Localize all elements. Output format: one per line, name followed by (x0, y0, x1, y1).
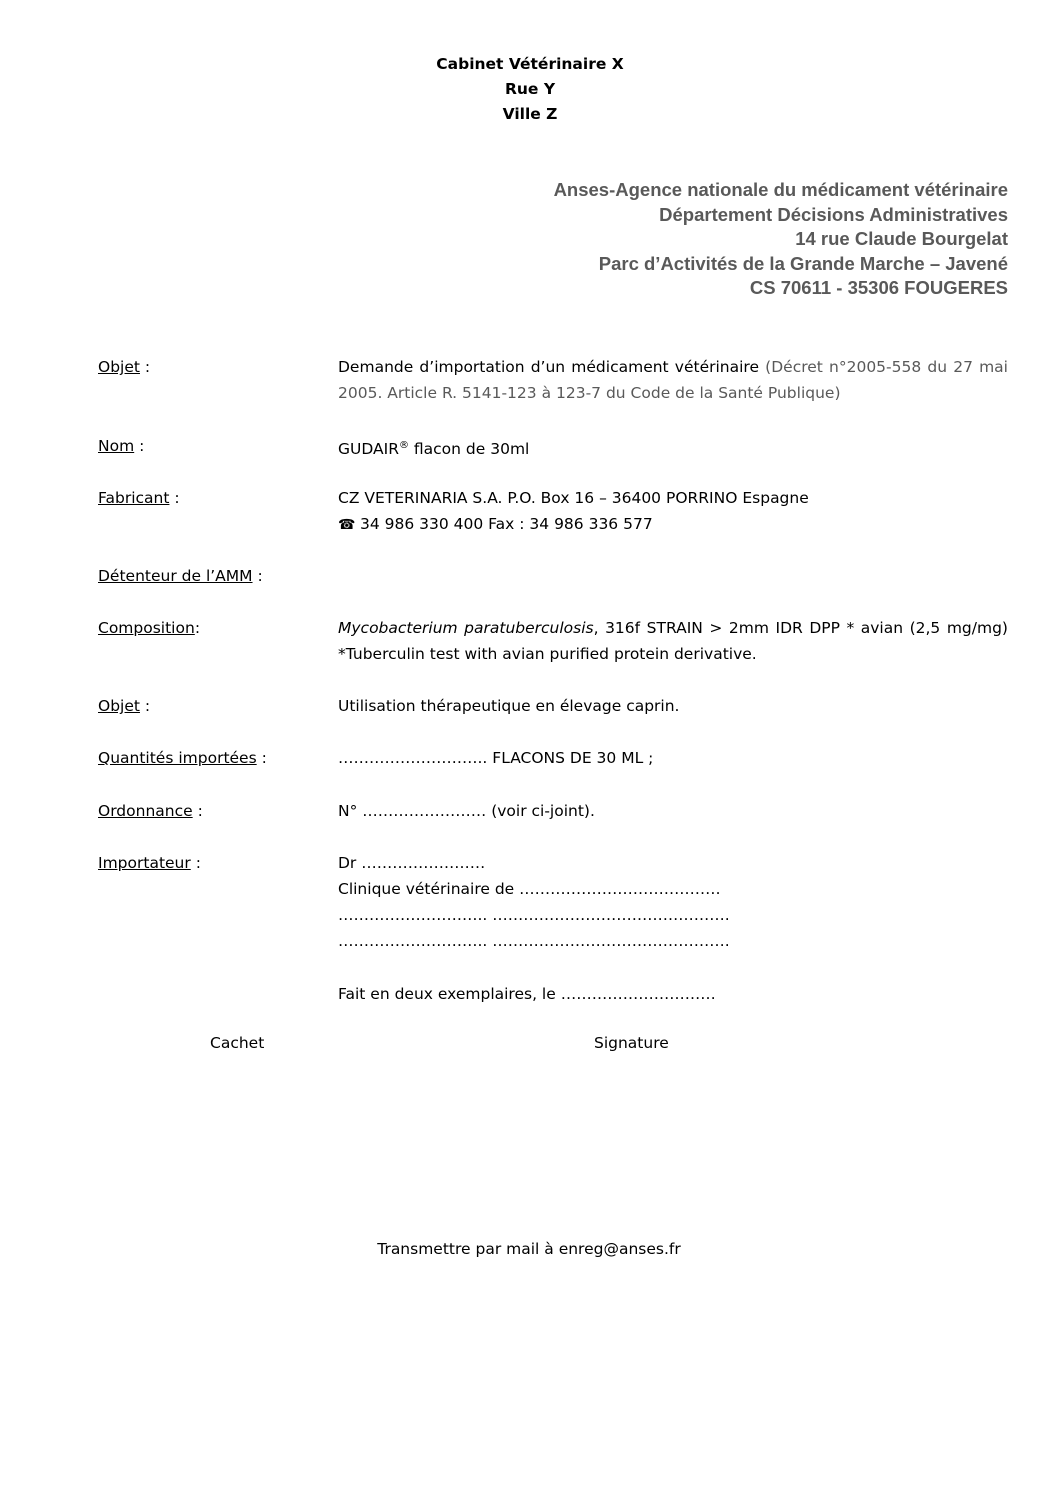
objet2-value: Utilisation thérapeutique en élevage caprin. (338, 697, 680, 715)
objet-value-ref: (Décret n°2005-558 du 27 mai 2005. Article R. 5141-123 à 123-7 du Code de la Santé Publique) (338, 358, 1008, 402)
recipient-line-1: Anses-Agence nationale du médicament vétérinaire (553, 179, 1008, 200)
cachet-label: Cachet (210, 1034, 265, 1052)
composition-label: Composition (98, 619, 195, 637)
ordonnance-label-suffix: : (192, 802, 203, 820)
recipient-block (554, 178, 1008, 301)
objet-label: Objet (98, 358, 140, 376)
objet2-label-suffix: : (139, 697, 151, 715)
ordonnance-value: N° …………………… (voir ci-joint). (338, 802, 595, 820)
footer-note: Transmettre par mail à enreg@anses.fr (377, 1240, 681, 1258)
importateur-label-group (98, 850, 201, 876)
nom-product: GUDAIR (338, 440, 399, 459)
nom-label: Nom (98, 437, 135, 455)
nom-value-rest: flacon de 30ml (408, 440, 530, 459)
composition-label-suffix: : (194, 619, 201, 637)
detenteur-label: Détenteur de l’AMM (98, 567, 253, 585)
fabricant-label-group (98, 485, 180, 511)
nom-value (338, 433, 1008, 462)
sender-street: Rue Y (504, 80, 556, 98)
detenteur-label-group (98, 563, 263, 589)
objet2-label: Objet (98, 697, 140, 715)
importateur-value (338, 850, 1008, 954)
registered-mark: ® (398, 440, 409, 451)
fabricant-label-suffix: : (169, 489, 180, 507)
recipient-line-2: Département Décisions Administratives (659, 203, 1008, 225)
telephone-icon: ☎ (338, 517, 356, 533)
importateur-line-2: Clinique vétérinaire de ………………………………… (338, 880, 721, 898)
nom-label-suffix: : (134, 437, 145, 455)
recipient-line-4: Parc d’Activités de la Grande Marche – Javené (598, 252, 1008, 274)
importateur-label: Importateur (98, 854, 191, 872)
detenteur-label-suffix: : (252, 567, 263, 585)
fait-text: Fait en deux exemplaires, le ………………………… (338, 985, 716, 1003)
fabricant-value (338, 485, 1008, 538)
fabricant-label: Fabricant (98, 489, 170, 507)
composition-value (338, 615, 1008, 667)
importateur-line-3: ……………………….. ………………………………………. (338, 906, 730, 924)
objet-label-suffix: : (139, 358, 151, 376)
composition-label-group (98, 615, 200, 641)
signature-label: Signature (594, 1034, 669, 1052)
quantites-label-group (98, 745, 267, 771)
objet-value-main: Demande d’importation d’un médicament vétérinaire (338, 358, 759, 376)
composition-value-rest: , 316f STRAIN > 2mm IDR DPP * avian (2,5 mg/mg) *Tuberculin test with avian purified protein derivative. (338, 619, 1008, 663)
sender-block (330, 52, 730, 127)
ordonnance-label: Ordonnance (98, 802, 193, 820)
importateur-line-1: Dr …………………… (338, 854, 486, 872)
nom-label-group (98, 433, 144, 459)
composition-organism: Mycobacterium paratuberculosis (338, 619, 594, 637)
objet2-label-group (98, 693, 150, 719)
fabricant-phone: 34 986 330 400 Fax : 34 986 336 577 (360, 515, 653, 533)
importateur-label-suffix: : (190, 854, 201, 872)
ordonnance-label-group (98, 798, 203, 824)
objet-label-group (98, 354, 150, 380)
fabricant-address: CZ VETERINARIA S.A. P.O. Box 16 – 36400 PORRINO Espagne (338, 489, 809, 507)
quantites-label: Quantités importées (98, 749, 257, 767)
quantites-label-suffix: : (256, 749, 267, 767)
sender-city: Ville Z (502, 105, 558, 123)
fabricant-contact (338, 511, 1008, 538)
recipient-line-5: CS 70611 - 35306 FOUGERES (749, 277, 1008, 298)
importateur-line-4: ……………………….. ………………………………………. (338, 932, 730, 950)
sender-name: Cabinet Vétérinaire X (436, 55, 624, 73)
objet-value (338, 354, 1008, 406)
recipient-line-3: 14 rue Claude Bourgelat (795, 228, 1008, 249)
quantites-value: ……………………….. FLACONS DE 30 ML ; (338, 749, 654, 767)
